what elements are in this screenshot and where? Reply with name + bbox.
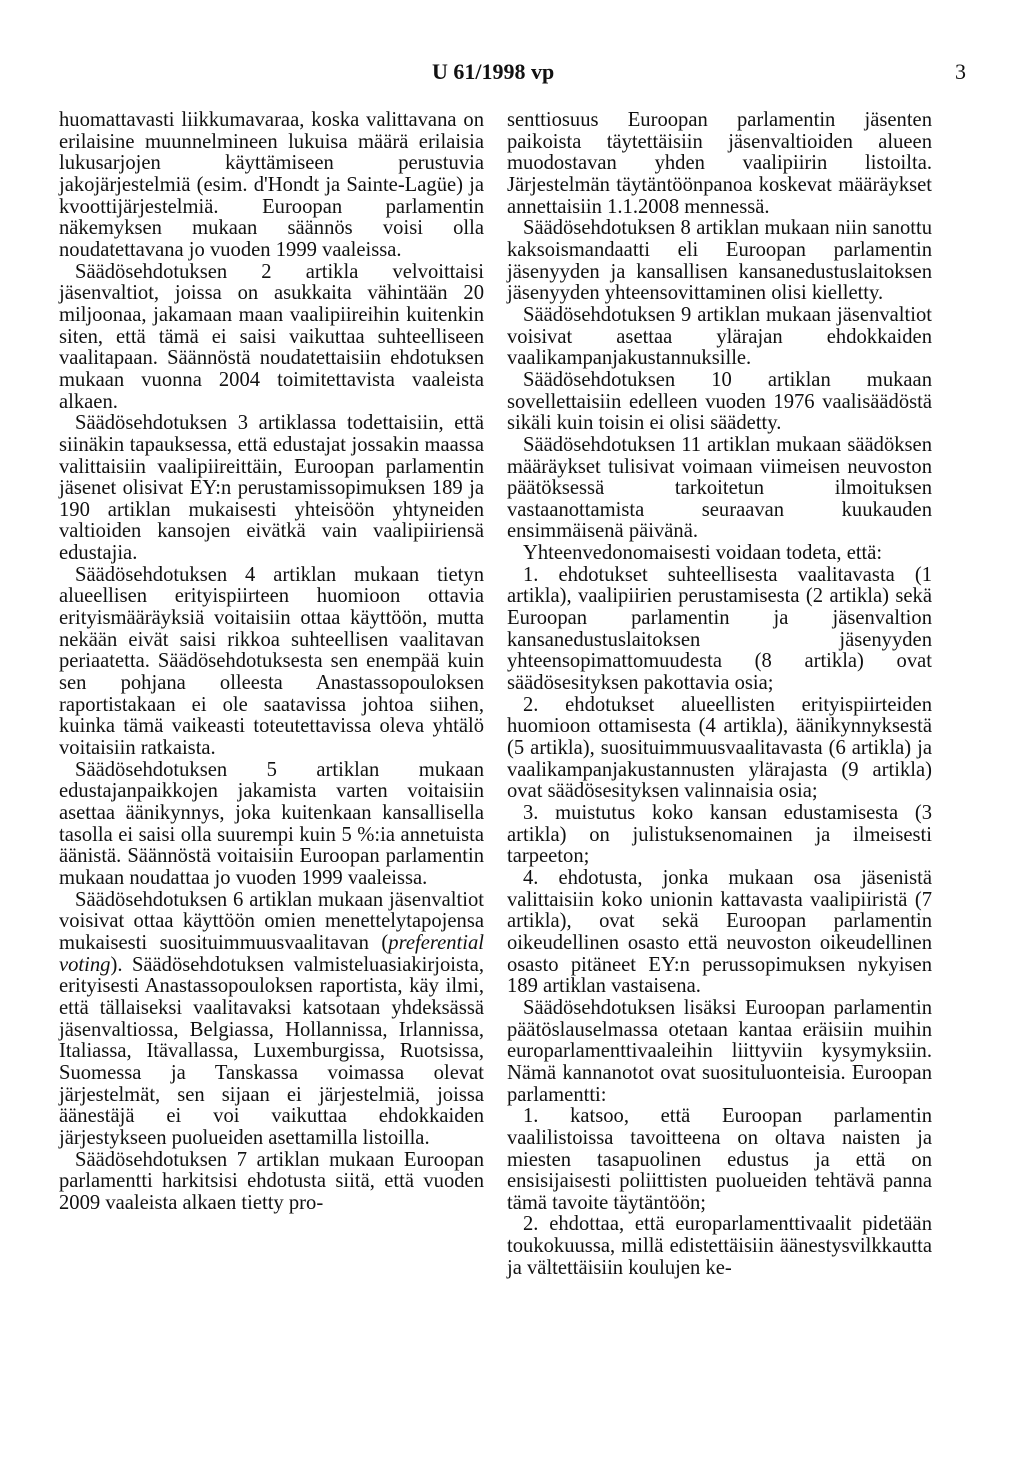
paragraph-article-11: Säädösehdotuksen 11 artiklan mukaan säädöksen määräykset tulisivat voimaan viimeisen neuvoston päätöksessä tarkoitetun ilmoituksen vastaanottamista seuraavan kuukauden ensimmäisenä päivänä.	[507, 433, 932, 543]
page-header	[0, 59, 1024, 89]
paragraph-article-7: Säädösehdotuksen 7 artiklan mukaan Euroopan parlamentti harkitsisi ehdotusta siitä, että vuoden 2009 vaaleista alkaen tietty pro-	[59, 1148, 484, 1214]
summary-item-1: 1. ehdotukset suhteellisesta vaalitavasta (1 artikla), vaalipiirien perustamisesta (2 artikla) sekä Euroopan parlamentin ja jäsenvaltion kansanedustuslaitoksen jäsenyyden yhteensopimattomuudesta (8 artikla) ovat säädösesityksen pakottavia osia;	[507, 563, 932, 695]
right-column	[507, 110, 932, 1279]
paragraph-continuation: senttiosuus Euroopan parlamentin jäsenten paikoista täytettäisiin jäsenvaltioiden alueen muodostavan yhden vaalipiirin listoilta. Järjestelmän täytäntöönpanoa koskevat määräykset annettaisiin 1.1.2008 mennessä.	[507, 109, 932, 218]
summary-item-4: 4. ehdotusta, jonka mukaan osa jäsenistä valittaisiin koko unionin kattavasta vaalipiiristä (7 artikla), ovat sekä Euroopan parlamentin oikeudellinen osasto että neuvoston oikeudellinen osasto pitäneet EY:n perussopimuksen nykyisen 189 artiklan vastaisena.	[507, 866, 932, 998]
resolution-item-1: 1. katsoo, että Euroopan parlamentin vaalilistoissa tavoitteena on oltava naisten ja miesten tasapuolinen edustus ja että on ensisijaisesti poliittisten puolueiden tehtävä panna tämä tavoite täytäntöön;	[507, 1105, 932, 1214]
paragraph-continuation: huomattavasti liikkumavaraa, koska valittavana on erilaisine muunnelmineen lukuisa määrä erilaisia lukusarjojen käyttämiseen perustuvia jakojärjestelmiä (esim. d'Hondt ja Sainte-Lagüe) ja kvoottijärjestelmiä. Euroopan parlamentin näkemyksen mukaan säännös voisi olla noudatettavana jo vuoden 1999 vaaleissa.	[59, 109, 484, 261]
summary-item-3: 3. muistutus koko kansan edustamisesta (3 artikla) on julistuksenomainen ja ilmeisesti tarpeeton;	[507, 802, 932, 868]
paragraph-article-2: Säädösehdotuksen 2 artikla velvoittaisi jäsenvaltiot, joissa on asukkaita vähintään 20 miljoonaa, jakamaan maan vaalipiireihin kuitenkin siten, että tämä ei saisi vaikuttaa suhteelliseen vaalitapaan. Säännöstä noudatettaisiin ehdotuksen mukaan vuonna 2004 toimitettavista vaaleista alkaen.	[59, 260, 484, 413]
summary-intro: Yhteenvedonomaisesti voidaan todeta, että:	[523, 542, 883, 565]
paragraph-article-9: Säädösehdotuksen 9 artiklan mukaan jäsenvaltiot voisivat asettaa ylärajan ehdokkaiden vaalikampanjakustannuksille.	[507, 303, 932, 370]
paragraph-article-4: Säädösehdotuksen 4 artiklan mukaan tietyn alueellisen erityispiirteen huomioon ottavia erityismääräyksiä voitaisiin ottaa käyttöön, mutta nekään eivät saisi rikkoa suhteellisen vaalitavan periaatetta. Säädösehdotuksesta sen enempää kuin sen pohjana olleesta Anastassopouloksen raportistakaan ei ole saatavissa johtoa siihen, kuinka tämä vaikeasti toteutettavissa oleva yhtälö voitaisiin ratkaista.	[59, 563, 484, 760]
paragraph-article-6	[59, 890, 484, 1150]
paragraph-article-6-part-1: Säädösehdotuksen 6 artiklan mukaan jäsenvaltiot voisivat ottaa käyttöön omien menettelytapojensa mukaisesti suosituimmuusvaalitavan (	[59, 888, 484, 954]
resolution-item-2: 2. ehdottaa, että europarlamenttivaalit pidetään toukokuussa, millä edistettäisiin äänestysvilkkautta ja vältettäisiin koulujen ke-	[507, 1213, 932, 1279]
paragraph-article-5: Säädösehdotuksen 5 artiklan mukaan edustajanpaikkojen jakamista varten voitaisiin asettaa äänikynnys, joka kuitenkaan kansallisella tasolla ei saisi olla suurempi kuin 5 %:ia annetuista äänistä. Säännöstä voitaisiin Euroopan parlamentin mukaan noudattaa jo vuoden 1999 vaaleissa.	[59, 758, 484, 889]
document-id: U 61/1998 vp	[432, 59, 555, 84]
paragraph-article-3: Säädösehdotuksen 3 artiklassa todettaisiin, että siinäkin tapauksessa, että edustajat jossakin maassa valittaisiin vaalipiireittäin, Euroopan parlamentin jäsenet olisivat EY:n perustamissopimuksen 189 ja 190 artiklan mukaisesti yhteisöön yhtyneiden valtioiden kansojen eivätkä vain vaalipiiriensä edustajia.	[59, 412, 484, 565]
page-number: 3	[955, 59, 966, 84]
paragraph-resolution: Säädösehdotuksen lisäksi Euroopan parlamentin päätöslauselmassa otetaan kantaa eräisiin muihin europarlamenttivaaleihin liittyviin kysymyksiin. Nämä kannanotot ovat suosituluonteisia. Euroopan parlamentti:	[507, 996, 932, 1106]
summary-item-2: 2. ehdotukset alueellisten erityispiirteiden huomioon ottamisesta (4 artikla), äänikynnyksestä (5 artikla), suosituimmuusvaalitavasta (6 artikla) ja vaalikampanjakustannusten ylärajasta (9 artikla) ovat säädösesityksen valinnaisia osia;	[507, 693, 932, 803]
left-column	[59, 110, 484, 1214]
paragraph-article-8: Säädösehdotuksen 8 artiklan mukaan niin sanottu kaksoismandaatti eli Euroopan parlamentin jäsenyyden ja kansallisen kansanedustuslaitoksen jäsenyyden yhteensovittaminen olisi kielletty.	[507, 217, 932, 305]
paragraph-article-6-italic-term: preferential voting	[59, 931, 484, 976]
paragraph-article-10: Säädösehdotuksen 10 artiklan mukaan sovellettaisiin edelleen vuoden 1976 vaalisäädöstä sikäli kuin toisin ei olisi säädetty.	[507, 368, 932, 435]
paragraph-article-6-part-2: ). Säädösehdotuksen valmisteluasiakirjoista, erityisesti Anastassopouloksen raportista, käy ilmi, että tällaiseksi vaalitavaksi katsotaan yhdeksässä jäsenvaltiossa, Belgiassa, Hollannissa, Irlannissa, Italiassa, Itävallassa, Luxemburgissa, Ruotsissa, Suomessa ja Tanskassa voimassa olevat järjestelmät, sen sijaan ei järjestelmiä, joissa äänestäjä ei voi vaikuttaa ehdokkaiden järjestykseen puolueiden asettamilla listoilla.	[59, 953, 484, 1149]
